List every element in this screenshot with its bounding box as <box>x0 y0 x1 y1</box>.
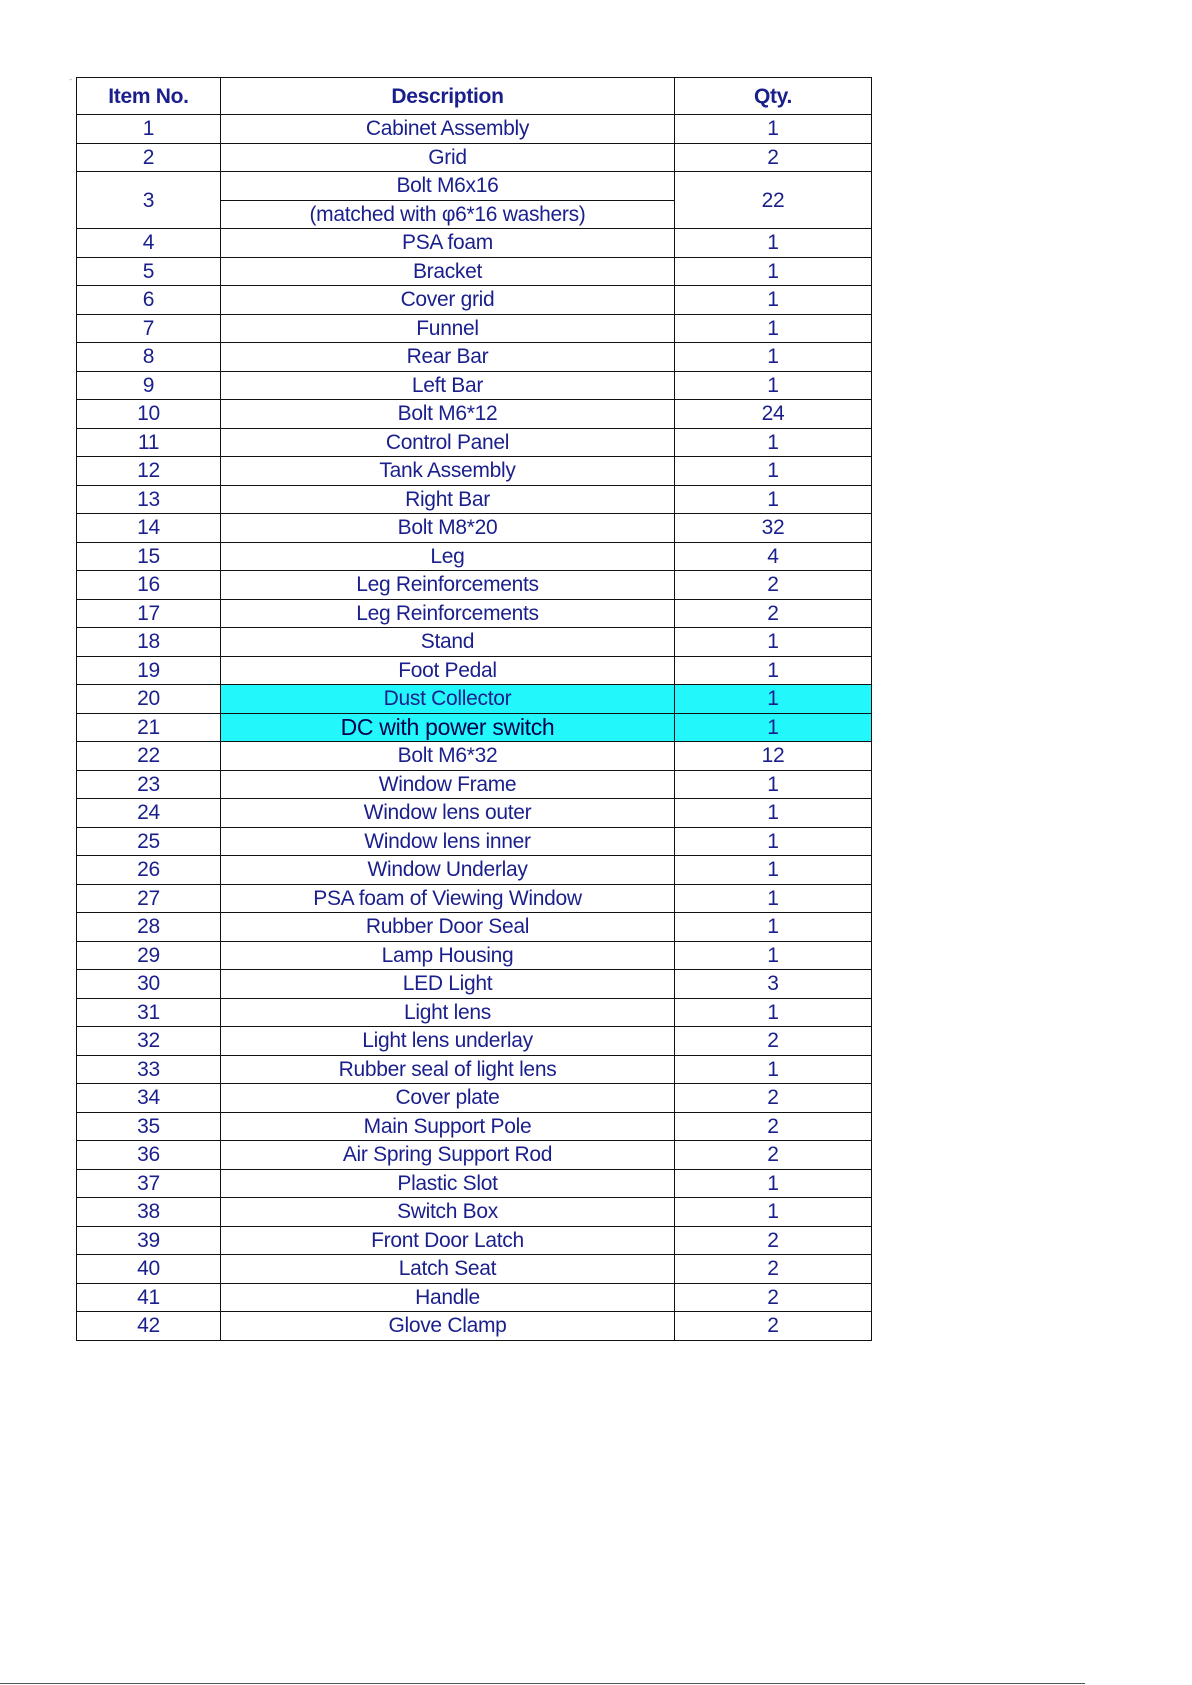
quantity-cell: 2 <box>675 1255 872 1284</box>
item-number-cell: 24 <box>77 799 221 828</box>
item-number-cell: 23 <box>77 770 221 799</box>
item-number-cell: 22 <box>77 742 221 771</box>
table-row <box>77 1112 872 1141</box>
table-row <box>77 1255 872 1284</box>
table-row <box>77 428 872 457</box>
description-cell: Latch Seat <box>221 1255 675 1284</box>
table-row <box>77 941 872 970</box>
quantity-cell: 1 <box>675 457 872 486</box>
item-number-cell: 31 <box>77 998 221 1027</box>
item-number-cell: 4 <box>77 229 221 258</box>
quantity-cell: 2 <box>675 599 872 628</box>
item-number-cell: 29 <box>77 941 221 970</box>
quantity-cell: 2 <box>675 1112 872 1141</box>
item-number-cell: 42 <box>77 1312 221 1341</box>
quantity-cell: 1 <box>675 770 872 799</box>
item-number-cell: 8 <box>77 343 221 372</box>
quantity-cell: 1 <box>675 827 872 856</box>
description-cell: PSA foam of Viewing Window <box>221 884 675 913</box>
item-number-cell: 1 <box>77 115 221 144</box>
description-cell: Rubber Door Seal <box>221 913 675 942</box>
item-number-cell: 15 <box>77 542 221 571</box>
description-cell: Grid <box>221 143 675 172</box>
item-number-cell: 34 <box>77 1084 221 1113</box>
item-number-cell: 11 <box>77 428 221 457</box>
description-cell: Switch Box <box>221 1198 675 1227</box>
item-number-cell: 18 <box>77 628 221 657</box>
quantity-cell: 1 <box>675 713 872 742</box>
item-number-cell: 5 <box>77 257 221 286</box>
table-row <box>77 371 872 400</box>
table-row <box>77 1027 872 1056</box>
quantity-cell: 1 <box>675 685 872 714</box>
description-cell: Lamp Housing <box>221 941 675 970</box>
description-cell: Left Bar <box>221 371 675 400</box>
quantity-cell: 1 <box>675 428 872 457</box>
quantity-cell: 2 <box>675 571 872 600</box>
item-number-cell: 2 <box>77 143 221 172</box>
description-cell: Window Frame <box>221 770 675 799</box>
quantity-cell: 4 <box>675 542 872 571</box>
quantity-cell: 1 <box>675 485 872 514</box>
description-cell: Tank Assembly <box>221 457 675 486</box>
header-qty: Qty. <box>675 78 872 115</box>
table-row <box>77 1055 872 1084</box>
item-number-cell: 14 <box>77 514 221 543</box>
header-item-no: Item No. <box>77 78 221 115</box>
table-row <box>77 400 872 429</box>
item-number-cell: 3 <box>77 172 221 229</box>
description-cell: Control Panel <box>221 428 675 457</box>
table-row <box>77 970 872 999</box>
quantity-cell: 1 <box>675 884 872 913</box>
quantity-cell: 3 <box>675 970 872 999</box>
description-cell: Window Underlay <box>221 856 675 885</box>
item-number-cell: 6 <box>77 286 221 315</box>
quantity-cell: 1 <box>675 628 872 657</box>
table-row <box>77 485 872 514</box>
table-row <box>77 172 872 201</box>
table-row <box>77 884 872 913</box>
table-row <box>77 827 872 856</box>
table-row <box>77 1312 872 1341</box>
quantity-cell: 1 <box>675 799 872 828</box>
table-row <box>77 115 872 144</box>
description-cell: Plastic Slot <box>221 1169 675 1198</box>
item-number-cell: 35 <box>77 1112 221 1141</box>
table-row <box>77 457 872 486</box>
item-number-cell: 20 <box>77 685 221 714</box>
quantity-cell: 2 <box>675 143 872 172</box>
item-number-cell: 32 <box>77 1027 221 1056</box>
item-number-cell: 41 <box>77 1283 221 1312</box>
item-number-cell: 7 <box>77 314 221 343</box>
table-row <box>77 257 872 286</box>
table-row <box>77 998 872 1027</box>
description-cell: Light lens <box>221 998 675 1027</box>
table-row <box>77 286 872 315</box>
item-number-cell: 19 <box>77 656 221 685</box>
quantity-cell: 1 <box>675 1055 872 1084</box>
table-row <box>77 656 872 685</box>
item-number-cell: 40 <box>77 1255 221 1284</box>
description-cell: Leg Reinforcements <box>221 599 675 628</box>
quantity-cell: 1 <box>675 1169 872 1198</box>
description-cell: Glove Clamp <box>221 1312 675 1341</box>
description-cell: Bracket <box>221 257 675 286</box>
item-number-cell: 30 <box>77 970 221 999</box>
quantity-cell: 1 <box>675 941 872 970</box>
item-number-cell: 33 <box>77 1055 221 1084</box>
description-cell: PSA foam <box>221 229 675 258</box>
quantity-cell: 2 <box>675 1283 872 1312</box>
item-number-cell: 17 <box>77 599 221 628</box>
table-row <box>77 542 872 571</box>
quantity-cell: 1 <box>675 656 872 685</box>
corner-mark: ˼ <box>69 70 72 80</box>
header-row <box>77 78 872 115</box>
description-cell: Rear Bar <box>221 343 675 372</box>
table-row <box>77 1198 872 1227</box>
table-row <box>77 314 872 343</box>
description-cell: Funnel <box>221 314 675 343</box>
table-row <box>77 143 872 172</box>
table-row <box>77 229 872 258</box>
description-note-cell: (matched with φ6*16 washers) <box>221 200 675 229</box>
description-cell: Dust Collector <box>221 685 675 714</box>
table-row <box>77 1283 872 1312</box>
description-cell: Leg <box>221 542 675 571</box>
item-number-cell: 27 <box>77 884 221 913</box>
table-row <box>77 856 872 885</box>
table-row <box>77 1169 872 1198</box>
description-cell: Bolt M6*12 <box>221 400 675 429</box>
table-row <box>77 599 872 628</box>
item-number-cell: 21 <box>77 713 221 742</box>
quantity-cell: 22 <box>675 172 872 229</box>
quantity-cell: 1 <box>675 1198 872 1227</box>
description-cell: Right Bar <box>221 485 675 514</box>
quantity-cell: 1 <box>675 115 872 144</box>
quantity-cell: 1 <box>675 257 872 286</box>
quantity-cell: 1 <box>675 229 872 258</box>
table-row <box>77 799 872 828</box>
quantity-cell: 1 <box>675 343 872 372</box>
table-row <box>77 571 872 600</box>
description-cell: Bolt M6x16 <box>221 172 675 201</box>
description-cell: Air Spring Support Rod <box>221 1141 675 1170</box>
table-row <box>77 1084 872 1113</box>
parts-list-body <box>77 115 872 1341</box>
item-number-cell: 38 <box>77 1198 221 1227</box>
description-cell: Cover plate <box>221 1084 675 1113</box>
description-cell: Window lens outer <box>221 799 675 828</box>
quantity-cell: 1 <box>675 998 872 1027</box>
item-number-cell: 10 <box>77 400 221 429</box>
item-number-cell: 9 <box>77 371 221 400</box>
table-row-highlighted <box>77 713 872 742</box>
item-number-cell: 25 <box>77 827 221 856</box>
description-cell: Front Door Latch <box>221 1226 675 1255</box>
parts-list-table <box>76 77 872 1341</box>
description-cell: Cabinet Assembly <box>221 115 675 144</box>
description-cell: Light lens underlay <box>221 1027 675 1056</box>
table-row <box>77 913 872 942</box>
table-row <box>77 514 872 543</box>
description-cell: Cover grid <box>221 286 675 315</box>
description-cell: Window lens inner <box>221 827 675 856</box>
quantity-cell: 24 <box>675 400 872 429</box>
page-bottom-rule <box>0 1683 1085 1684</box>
quantity-cell: 2 <box>675 1027 872 1056</box>
quantity-cell: 2 <box>675 1084 872 1113</box>
table-row-highlighted <box>77 685 872 714</box>
header-description: Description <box>221 78 675 115</box>
item-number-cell: 37 <box>77 1169 221 1198</box>
description-cell: Foot Pedal <box>221 656 675 685</box>
description-cell: Handle <box>221 1283 675 1312</box>
description-cell: LED Light <box>221 970 675 999</box>
quantity-cell: 2 <box>675 1141 872 1170</box>
description-cell: Rubber seal of light lens <box>221 1055 675 1084</box>
description-cell: Leg Reinforcements <box>221 571 675 600</box>
quantity-cell: 2 <box>675 1226 872 1255</box>
description-cell: Bolt M8*20 <box>221 514 675 543</box>
item-number-cell: 39 <box>77 1226 221 1255</box>
table-row <box>77 1141 872 1170</box>
quantity-cell: 2 <box>675 1312 872 1341</box>
item-number-cell: 28 <box>77 913 221 942</box>
item-number-cell: 12 <box>77 457 221 486</box>
item-number-cell: 16 <box>77 571 221 600</box>
item-number-cell: 36 <box>77 1141 221 1170</box>
table-row <box>77 628 872 657</box>
quantity-cell: 1 <box>675 314 872 343</box>
table-row <box>77 770 872 799</box>
description-cell: Main Support Pole <box>221 1112 675 1141</box>
description-cell: DC with power switch <box>221 713 675 742</box>
table-row <box>77 742 872 771</box>
table-row <box>77 343 872 372</box>
quantity-cell: 1 <box>675 856 872 885</box>
table-row <box>77 1226 872 1255</box>
description-cell: Stand <box>221 628 675 657</box>
quantity-cell: 1 <box>675 913 872 942</box>
quantity-cell: 32 <box>675 514 872 543</box>
quantity-cell: 1 <box>675 371 872 400</box>
item-number-cell: 13 <box>77 485 221 514</box>
quantity-cell: 12 <box>675 742 872 771</box>
description-cell: Bolt M6*32 <box>221 742 675 771</box>
quantity-cell: 1 <box>675 286 872 315</box>
item-number-cell: 26 <box>77 856 221 885</box>
